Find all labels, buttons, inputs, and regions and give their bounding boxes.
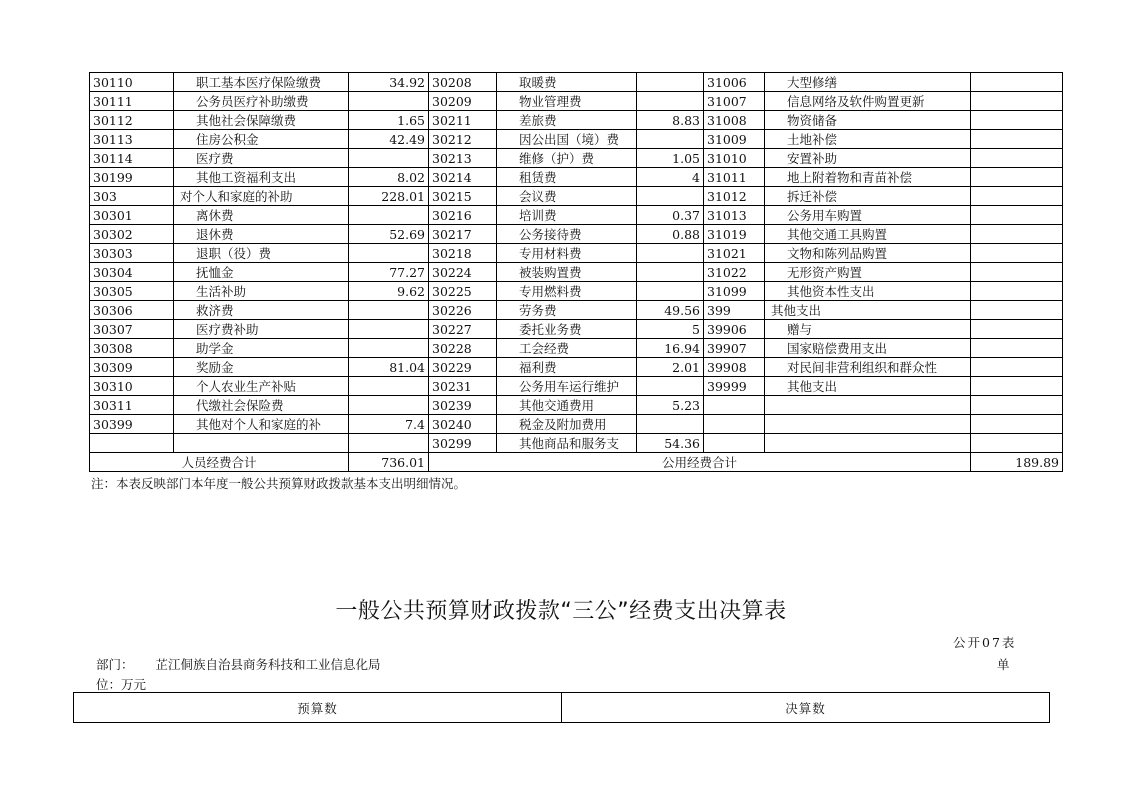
code-cell: 30231 <box>429 377 497 396</box>
code-cell: 30299 <box>429 434 497 453</box>
code-cell: 30209 <box>429 92 497 111</box>
item-name-cell: 国家赔偿费用支出 <box>765 339 971 358</box>
code-cell: 31021 <box>704 244 765 263</box>
amount-cell: 49.56 <box>637 301 704 320</box>
code-cell: 30216 <box>429 206 497 225</box>
item-name-cell: 助学金 <box>174 339 349 358</box>
code-cell: 30227 <box>429 320 497 339</box>
personnel-total-label: 人员经费合计 <box>90 453 349 472</box>
code-cell: 31006 <box>704 73 765 92</box>
code-cell: 30229 <box>429 358 497 377</box>
item-name-cell: 土地补偿 <box>765 130 971 149</box>
amount-cell <box>971 339 1063 358</box>
amount-cell: 8.02 <box>349 168 429 187</box>
item-name-cell: 医疗费 <box>174 149 349 168</box>
item-name-cell: 对个人和家庭的补助 <box>174 187 349 206</box>
code-cell: 30239 <box>429 396 497 415</box>
item-name-cell: 退职（役）费 <box>174 244 349 263</box>
amount-cell <box>637 377 704 396</box>
code-cell: 39907 <box>704 339 765 358</box>
item-name-cell: 其他社会保障缴费 <box>174 111 349 130</box>
code-cell: 30310 <box>90 377 174 396</box>
amount-cell <box>637 415 704 434</box>
code-cell: 30217 <box>429 225 497 244</box>
amount-cell: 0.88 <box>637 225 704 244</box>
amount-cell <box>971 187 1063 206</box>
amount-cell <box>637 282 704 301</box>
budget-column-header: 预算数 <box>74 693 562 723</box>
table-row <box>90 111 1063 130</box>
item-name-cell: 公务用车运行维护 <box>497 377 637 396</box>
item-name-cell: 对民间非营利组织和群众性 <box>765 358 971 377</box>
amount-cell <box>971 263 1063 282</box>
code-cell: 39906 <box>704 320 765 339</box>
item-name-cell: 委托业务费 <box>497 320 637 339</box>
item-name-cell: 奖励金 <box>174 358 349 377</box>
table-row <box>90 130 1063 149</box>
code-cell: 30224 <box>429 263 497 282</box>
table-row <box>90 377 1063 396</box>
unit-label-tail: 单 <box>997 657 1010 672</box>
table-row <box>90 282 1063 301</box>
department-name: 芷江侗族自治县商务科技和工业信息化局 <box>155 657 381 672</box>
amount-cell <box>971 301 1063 320</box>
amount-cell <box>349 396 429 415</box>
amount-cell: 5 <box>637 320 704 339</box>
item-name-cell: 救济费 <box>174 301 349 320</box>
item-name-cell: 专用材料费 <box>497 244 637 263</box>
table-row <box>90 92 1063 111</box>
amount-cell <box>637 263 704 282</box>
item-name-cell: 其他交通工具购置 <box>765 225 971 244</box>
public-total-label: 公用经费合计 <box>429 453 971 472</box>
amount-cell <box>349 206 429 225</box>
table-row <box>90 225 1063 244</box>
item-name-cell: 因公出国（境）费 <box>497 130 637 149</box>
code-cell: 30111 <box>90 92 174 111</box>
table-row <box>90 339 1063 358</box>
amount-cell <box>971 244 1063 263</box>
amount-cell: 77.27 <box>349 263 429 282</box>
code-cell <box>704 415 765 434</box>
code-cell: 39908 <box>704 358 765 377</box>
item-name-cell: 被装购置费 <box>497 263 637 282</box>
amount-cell: 81.04 <box>349 358 429 377</box>
item-name-cell: 其他资本性支出 <box>765 282 971 301</box>
amount-cell <box>971 73 1063 92</box>
code-cell: 30307 <box>90 320 174 339</box>
item-name-cell <box>765 396 971 415</box>
code-cell: 30306 <box>90 301 174 320</box>
item-name-cell: 维修（护）费 <box>497 149 637 168</box>
item-name-cell: 地上附着物和青苗补偿 <box>765 168 971 187</box>
amount-cell <box>971 206 1063 225</box>
table-row <box>90 358 1063 377</box>
three-public-expense-table <box>73 692 1050 723</box>
item-name-cell: 会议费 <box>497 187 637 206</box>
amount-cell <box>971 282 1063 301</box>
amount-cell <box>637 130 704 149</box>
code-cell: 30308 <box>90 339 174 358</box>
amount-cell <box>637 92 704 111</box>
item-name-cell: 其他支出 <box>765 377 971 396</box>
code-cell: 303 <box>90 187 174 206</box>
amount-cell <box>971 111 1063 130</box>
item-name-cell <box>174 434 349 453</box>
amount-cell: 8.83 <box>637 111 704 130</box>
amount-cell: 34.92 <box>349 73 429 92</box>
table-note: 注：本表反映部门本年度一般公共预算财政拨款基本支出明细情况。 <box>91 476 467 491</box>
code-cell: 30114 <box>90 149 174 168</box>
amount-cell <box>349 377 429 396</box>
table-row <box>90 187 1063 206</box>
item-name-cell: 其他支出 <box>765 301 971 320</box>
item-name-cell: 住房公积金 <box>174 130 349 149</box>
item-name-cell: 拆迁补偿 <box>765 187 971 206</box>
code-cell: 30302 <box>90 225 174 244</box>
item-name-cell: 物资储备 <box>765 111 971 130</box>
item-name-cell: 公务员医疗补助缴费 <box>174 92 349 111</box>
total-row <box>90 453 1063 472</box>
item-name-cell: 离休费 <box>174 206 349 225</box>
amount-cell: 7.4 <box>349 415 429 434</box>
table-row <box>90 301 1063 320</box>
table-row <box>90 415 1063 434</box>
code-cell: 30113 <box>90 130 174 149</box>
table-row <box>90 149 1063 168</box>
amount-cell <box>349 434 429 453</box>
final-column-header: 决算数 <box>562 693 1050 723</box>
item-name-cell: 福利费 <box>497 358 637 377</box>
item-name-cell: 劳务费 <box>497 301 637 320</box>
amount-cell: 54.36 <box>637 434 704 453</box>
code-cell: 30309 <box>90 358 174 377</box>
amount-cell: 5.23 <box>637 396 704 415</box>
code-cell: 31009 <box>704 130 765 149</box>
item-name-cell: 大型修缮 <box>765 73 971 92</box>
code-cell: 30110 <box>90 73 174 92</box>
item-name-cell: 公务用车购置 <box>765 206 971 225</box>
item-name-cell: 赠与 <box>765 320 971 339</box>
personnel-total-value: 736.01 <box>349 453 429 472</box>
code-cell <box>90 434 174 453</box>
amount-cell <box>971 130 1063 149</box>
code-cell: 30303 <box>90 244 174 263</box>
amount-cell <box>349 320 429 339</box>
amount-cell <box>971 225 1063 244</box>
code-cell: 30240 <box>429 415 497 434</box>
code-cell: 30305 <box>90 282 174 301</box>
item-name-cell: 其他交通费用 <box>497 396 637 415</box>
code-cell: 30199 <box>90 168 174 187</box>
amount-cell <box>349 92 429 111</box>
amount-cell: 9.62 <box>349 282 429 301</box>
item-name-cell: 抚恤金 <box>174 263 349 282</box>
item-name-cell: 物业管理费 <box>497 92 637 111</box>
amount-cell <box>971 168 1063 187</box>
code-cell: 30399 <box>90 415 174 434</box>
page-title: 一般公共预算财政拨款“三公”经费支出决算表 <box>335 599 787 624</box>
item-name-cell: 取暖费 <box>497 73 637 92</box>
item-name-cell: 生活补助 <box>174 282 349 301</box>
amount-cell <box>971 358 1063 377</box>
item-name-cell: 其他对个人和家庭的补 <box>174 415 349 434</box>
table-body <box>90 73 1063 453</box>
item-name-cell: 差旅费 <box>497 111 637 130</box>
amount-cell: 0.37 <box>637 206 704 225</box>
code-cell: 39999 <box>704 377 765 396</box>
basic-expenditure-table <box>89 72 1063 472</box>
table-row <box>90 396 1063 415</box>
code-cell: 30214 <box>429 168 497 187</box>
code-cell: 31019 <box>704 225 765 244</box>
code-cell: 399 <box>704 301 765 320</box>
code-cell: 30226 <box>429 301 497 320</box>
table-row <box>90 244 1063 263</box>
table-row <box>90 320 1063 339</box>
amount-cell <box>349 149 429 168</box>
code-cell: 30212 <box>429 130 497 149</box>
table-row <box>90 168 1063 187</box>
code-cell: 30311 <box>90 396 174 415</box>
item-name-cell: 公务接待费 <box>497 225 637 244</box>
form-number: 公开07表 <box>953 635 1017 650</box>
unit-label: 位：万元 <box>96 677 147 692</box>
code-cell <box>704 396 765 415</box>
amount-cell: 1.65 <box>349 111 429 130</box>
table-row <box>90 434 1063 453</box>
item-name-cell: 培训费 <box>497 206 637 225</box>
department-label: 部门： <box>96 657 134 672</box>
header-row <box>74 693 1050 723</box>
item-name-cell: 文物和陈列品购置 <box>765 244 971 263</box>
amount-cell <box>637 187 704 206</box>
amount-cell: 16.94 <box>637 339 704 358</box>
public-total-value: 189.89 <box>971 453 1063 472</box>
item-name-cell: 职工基本医疗保险缴费 <box>174 73 349 92</box>
amount-cell: 52.69 <box>349 225 429 244</box>
item-name-cell: 医疗费补助 <box>174 320 349 339</box>
item-name-cell: 其他工资福利支出 <box>174 168 349 187</box>
code-cell: 31022 <box>704 263 765 282</box>
amount-cell <box>971 149 1063 168</box>
item-name-cell: 无形资产购置 <box>765 263 971 282</box>
item-name-cell: 信息网络及软件购置更新 <box>765 92 971 111</box>
code-cell: 31012 <box>704 187 765 206</box>
item-name-cell: 安置补助 <box>765 149 971 168</box>
code-cell: 30301 <box>90 206 174 225</box>
code-cell <box>704 434 765 453</box>
amount-cell: 42.49 <box>349 130 429 149</box>
amount-cell: 1.05 <box>637 149 704 168</box>
code-cell: 30208 <box>429 73 497 92</box>
item-name-cell <box>765 415 971 434</box>
code-cell: 30112 <box>90 111 174 130</box>
code-cell: 30218 <box>429 244 497 263</box>
item-name-cell: 专用燃料费 <box>497 282 637 301</box>
amount-cell <box>971 92 1063 111</box>
amount-cell <box>349 339 429 358</box>
amount-cell <box>971 434 1063 453</box>
table-row <box>90 206 1063 225</box>
amount-cell <box>637 244 704 263</box>
code-cell: 30304 <box>90 263 174 282</box>
amount-cell <box>971 415 1063 434</box>
code-cell: 31007 <box>704 92 765 111</box>
item-name-cell: 个人农业生产补贴 <box>174 377 349 396</box>
amount-cell <box>349 301 429 320</box>
code-cell: 31011 <box>704 168 765 187</box>
code-cell: 31013 <box>704 206 765 225</box>
table-row <box>90 263 1063 282</box>
code-cell: 30228 <box>429 339 497 358</box>
amount-cell <box>971 396 1063 415</box>
code-cell: 30211 <box>429 111 497 130</box>
code-cell: 30213 <box>429 149 497 168</box>
item-name-cell <box>765 434 971 453</box>
code-cell: 31099 <box>704 282 765 301</box>
amount-cell <box>971 377 1063 396</box>
code-cell: 30215 <box>429 187 497 206</box>
amount-cell <box>971 320 1063 339</box>
department-line <box>96 655 381 673</box>
item-name-cell: 退休费 <box>174 225 349 244</box>
item-name-cell: 租赁费 <box>497 168 637 187</box>
amount-cell <box>349 244 429 263</box>
amount-cell <box>637 73 704 92</box>
amount-cell: 2.01 <box>637 358 704 377</box>
amount-cell: 228.01 <box>349 187 429 206</box>
table-row <box>90 73 1063 92</box>
code-cell: 31008 <box>704 111 765 130</box>
code-cell: 30225 <box>429 282 497 301</box>
item-name-cell: 其他商品和服务支 <box>497 434 637 453</box>
code-cell: 31010 <box>704 149 765 168</box>
item-name-cell: 税金及附加费用 <box>497 415 637 434</box>
item-name-cell: 工会经费 <box>497 339 637 358</box>
item-name-cell: 代缴社会保险费 <box>174 396 349 415</box>
amount-cell: 4 <box>637 168 704 187</box>
